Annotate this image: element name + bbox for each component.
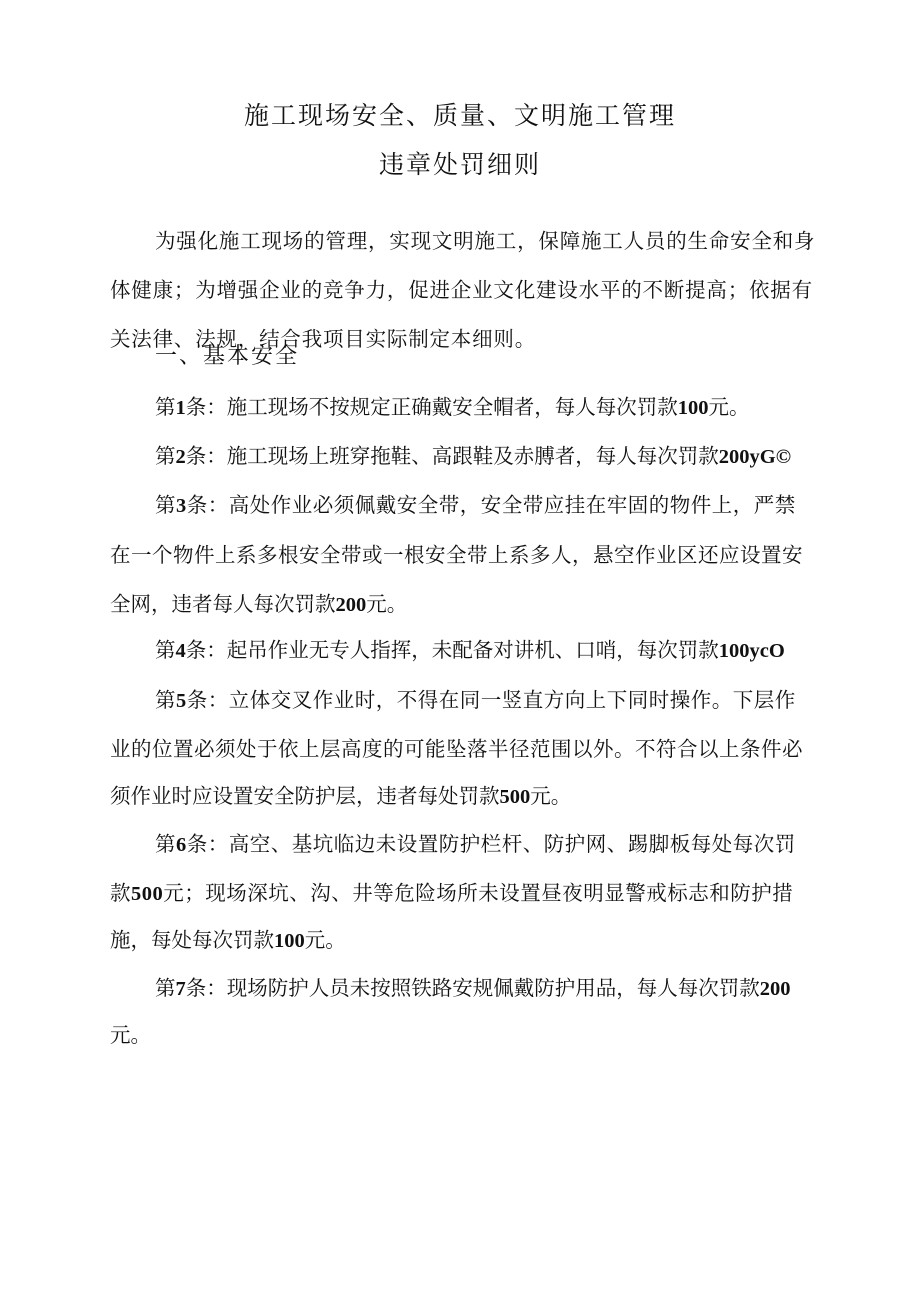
article-4 [155,640,785,662]
article-7-number: 7 [175,978,186,1000]
article-5-tail: 元。 [530,784,572,808]
article-3-number: 3 [176,495,187,517]
article-6-line-3 [110,930,346,952]
document-title-line-2: 违章处罚细则 [378,150,541,179]
article-5-text-3: 须作业时应设置安全防护层，违者每处罚款 [110,784,500,808]
article-3-prefix: 第 [155,493,176,517]
section-heading-basic-safety: 一、基本安全 [155,344,300,369]
article-1-prefix: 第 [155,395,176,419]
article-6-line-2 [110,883,793,905]
intro-line-1: 为强化施工现场的管理，实现文明施工，保障施工人员的生命安全和身 [155,229,816,253]
article-7-text: 条：现场防护人员未按照铁路安规佩戴防护用品，每人每次罚款 [185,976,760,1000]
article-3-amount: 200 [335,594,367,616]
intro-line-3: 关法律、法规，结合我项目实际制定本细则。 [110,327,536,351]
article-2-amount: 200yG© [718,446,792,468]
article-4-number: 4 [175,640,186,662]
article-6-text-1: 条：高空、基坑临边未设置防护栏杆、防护网、踢脚板每处每次罚 [186,832,796,856]
article-3-line-1 [155,495,796,517]
article-6-line-1 [155,834,796,856]
article-2-prefix: 第 [155,444,176,468]
article-6-text-3: 施，每处每次罚款 [110,928,274,952]
article-5-line-2: 业的位置必须处于依上层高度的可能坠落半径范围以外。不符合以上条件必 [110,737,803,761]
document-title-line-1: 施工现场安全、质量、文明施工管理 [243,101,676,130]
article-7-line-2: 元。 [110,1023,151,1047]
article-3-text-3: 全网，违者每人每次罚款 [110,592,336,616]
article-6-tail: 元。 [304,928,346,952]
article-7-line-1 [155,978,791,1000]
article-3-line-2: 在一个物件上系多根安全带或一根安全带上系多人，悬空作业区还应设置安 [110,543,803,567]
article-7-amount: 200 [759,978,791,1000]
article-7-prefix: 第 [155,976,176,1000]
article-1-amount: 100 [677,397,709,419]
article-5-text-1: 条：立体交叉作业时，不得在同一竖直方向上下同时操作。下层作 [186,688,796,712]
article-6-prefix: 第 [155,832,176,856]
article-6-amount-1: 500 [131,883,164,905]
article-6-text-2a: 款 [110,881,131,905]
article-1-text: 条：施工现场不按规定正确戴安全帽者，每人每次罚款 [185,395,678,419]
article-5-number: 5 [176,690,187,712]
article-3-text-1: 条：高处作业必须佩戴安全带，安全带应挂在牢固的物件上，严禁 [186,493,796,517]
article-5-prefix: 第 [155,688,176,712]
article-6-number: 6 [176,834,187,856]
article-1-tail: 元。 [708,395,750,419]
intro-line-2: 体健康；为增强企业的竞争力，促进企业文化建设水平的不断提高；依据有 [110,278,813,302]
article-6-amount-2: 100 [274,930,305,952]
article-2 [155,446,791,468]
article-3-tail: 元。 [366,592,408,616]
article-2-number: 2 [175,446,186,468]
article-5-line-1 [155,690,796,712]
article-4-prefix: 第 [155,638,176,662]
article-1 [155,397,750,419]
article-5-amount: 500 [499,786,531,808]
article-1-number: 1 [175,397,186,419]
article-5-line-3 [110,786,571,808]
article-3-line-3 [110,594,407,616]
article-4-amount: 100ycO [718,640,785,662]
article-4-text: 条：起吊作业无专人指挥，未配备对讲机、口哨，每次罚款 [185,638,719,662]
article-2-text: 条：施工现场上班穿拖鞋、高跟鞋及赤膊者，每人每次罚款 [185,444,719,468]
article-6-text-2b: 元；现场深坑、沟、井等危险场所未设置昼夜明显警戒标志和防护措 [163,881,794,905]
